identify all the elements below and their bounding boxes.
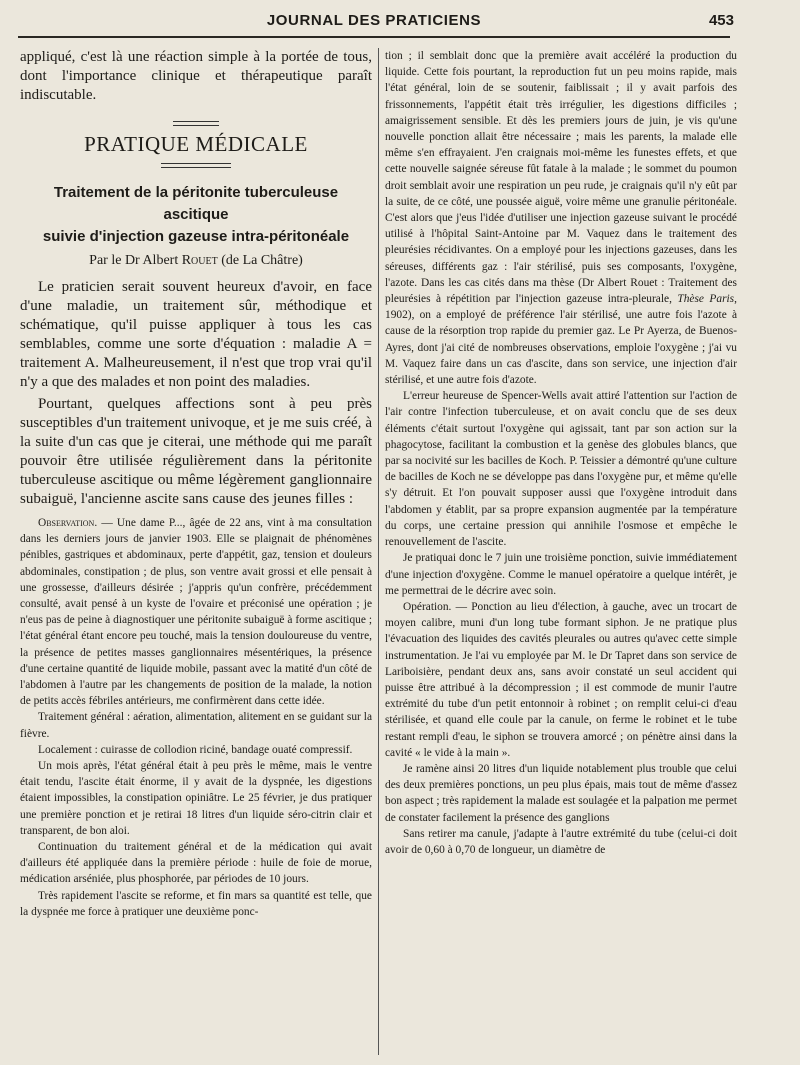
journal-title: JOURNAL DES PRATICIENS — [266, 12, 482, 29]
paragraph-intro-2: Pourtant, quelques affections sont à peu près susceptibles d'un traitement univoque, et je me suis créé, à la suite d'un cas que je citerai, une méthode qui me paraît pouvoir être utilisée régulièrement dans la péritonite tuberculeuse ascitique ou même légèrement ganglionnaire subaiguë, l'ancienne ascite sans cause des jeunes filles : — [20, 396, 372, 507]
paragraph-sans-retirer: Sans retirer ma canule, j'adapte à l'autre extrémité du tube (celui-ci doit avoir de 0,60 à 0,70 de longueur, un diamètre de — [385, 827, 737, 856]
paragraph-continuation: Continuation du traitement général et de la médication qui avait d'ailleurs été appliquée dans la première période : huile de foie de morue, médication arséniée, plus phosphorée, par périodes de 10 jours. — [20, 841, 372, 886]
byline — [20, 252, 372, 270]
article-title — [20, 182, 372, 248]
paragraph-vingt-litres: Je ramène ainsi 20 litres d'un liquide notablement plus trouble que celui des deux premières ponctions, un peu plus épais, mais tout de même d'assez bon aspect ; très rapidement la malade est soulagée et la palpation me permet de constater facilement la présence des ganglions — [385, 762, 737, 824]
byline-prefix: Par le Dr Albert — [89, 253, 179, 268]
paragraph-traitement-general: Traitement général : aération, alimentation, alitement en se guidant sur la fièvre. — [20, 711, 372, 740]
ornament-rule-top — [173, 121, 219, 126]
observation-label: Observation. — [38, 517, 98, 529]
left-column — [20, 48, 372, 1057]
paragraph-continuation-text: tion ; il semblait donc que la première avait accéléré la production du liquide. Cette fois pourtant, la reproduction fut un peu moins rapide, mais l'état général, loin de se soutenir, faiblissait ; il y avait parfois des frissonnements, l'appétit était très irrégulier, les digestions difficiles ; amaigrissement sensible. Et dès les premiers jours de juin, je vis qu'une nouvelle ponction allait être nécessaire ; mais les parents, la malade elle même s'en effrayaient. J'en craignais moi-même les funestes effets, et que cette nouvelle saignée séreuse fût fatale à la malade ; le sommet du poumon droit semblait avoir une respiration un peu rude, je craignais qu'il n'y eût par la suite, de ce côté, une poussée aiguë, voire même une granulie péritonéale. C'est alors que j'eus l'idée d'utiliser une injection gazeuse suivant le procédé utilisé à l'hôpital Saint-Antoine par M. Vaquez dans le traitement des pleurésies récidivantes. On a employé pour les injections gazeuses, dans les séreuses, différents gaz : l'air stérilisé, puis ses composants, l'oxygène, l'azote. Dans les cas cités dans ma thèse (Dr Albert Rouet : Traitement des pleurésies à répétition par l'injection gazeuse intra-pleurale, — [385, 50, 737, 306]
paragraph-localement: Localement : cuirasse de collodion riciné, bandage ouaté compressif. — [38, 743, 353, 756]
observation-paragraph — [20, 515, 372, 709]
section-title: PRATIQUE MÉDICALE — [84, 132, 308, 156]
paragraph-spencer-wells: L'erreur heureuse de Spencer-Wells avait attiré l'attention sur l'action de l'air contre l'infection tuberculeuse, et on avait conclu que de ses deux éléments c'était surtout l'oxygène qui agissait, tant par son action sur la phagocytose, facilitant la combustion et la genèse des globules blancs, que par sa nocivité sur les bacilles de Koch. P. Teissier a démontré qu'une culture de bacilles de Koch ne se développe pas dans l'oxygène pur, et même qu'elle s'y détruit. Et l'on pouvait supposer aussi que l'oxygène introduit dans l'abdomen y établit, par sa propre expansion augmentée par la température du corps, une certaine pression qui annihile l'osmose et empêche le renouvellement de l'ascite. — [385, 390, 737, 549]
paragraph-continuation-ponction — [385, 48, 737, 388]
intro-paragraph: appliqué, c'est là une réaction simple à la portée de tous, dont l'importance clinique et thérapeutique paraît indiscutable. — [20, 49, 372, 103]
byline-author-name: Rouet — [181, 253, 218, 268]
article-title-line-1: Traitement de la péritonite tuberculeuse ascitique — [53, 184, 339, 223]
observation-text: — Une dame P..., âgée de 22 ans, vint à ma consultation dans les derniers jours de janvier 1903. Elle se plaignait de phénomènes pénibles, gastriques et abdominaux, perte d'appétit, gaz, tension et douleurs abdominales, constipation ; de plus, son ventre avait grossi et elle pensait à une grossesse, d'ailleurs désirée ; j'appris qu'un confrère, précédemment consulté, avait pensé à un kyste de l'ovaire et préconisé une opération ; je n'eus pas de peine à diagnostiquer une péritonite subaiguë à forme ascitique ; l'état général étant encore peu touché, mais la tension douloureuse du ventre, la présence de petites masses ganglionnaires mésentériques, la présence d'une certaine quantité de liquide mobile, passant avec la matité d'un côté de l'abdomen à l'autre par les changements de position de la malade, la notion de petits accès fébriles antérieurs, me confirmèrent dans cette idée. — [20, 517, 372, 708]
page-header — [18, 10, 734, 38]
paragraph-un-mois-apres: Un mois après, l'état général était à peu près le même, mais le ventre était tendu, l'ascite était énorme, il y avait de la dyspnée, les digestions étaient impossibles, la constipation opiniâtre. Le 25 février, je dus pratiquer une première ponction et je retirai 18 litres d'un liquide séro-citrin clair et transparent, de bon aloi. — [20, 760, 372, 837]
paragraph-tres-rapidement: Très rapidement l'ascite se reforme, et fin mars sa quantité est telle, que la dyspnée me force à pratiquer une deuxième ponc- — [20, 889, 372, 918]
paragraph-troisieme-ponction: Je pratiquai donc le 7 juin une troisième ponction, suivie immédiatement d'une injection d'oxygène. Comme le manuel opératoire a quelque intérêt, je me permettrai de le décrire avec soin. — [385, 552, 737, 597]
paragraph-intro-1: Le praticien serait souvent heureux d'avoir, en face d'une maladie, un traitement sûr, méthodique et schématique, qu'il puisse appliquer à tous les cas semblables, comme une sorte d'équation : maladie A = traitement A. Malheureusement, il n'est que trop vrai qu'il n'y a que des malades et non point des maladies. — [20, 279, 372, 390]
right-column — [385, 48, 737, 1057]
byline-suffix: (de La Châtre) — [217, 253, 303, 268]
article-title-line-2: suivie d'injection gazeuse intra-péritonéale — [42, 228, 350, 245]
column-divider — [378, 48, 379, 1055]
page-number: 453 — [708, 12, 734, 29]
paragraph-operation: Opération. — Ponction au lieu d'élection, à gauche, avec un trocart de moyen calibre, muni d'un long tube formant siphon. Je ne pratique plus l'évacuation des liquides des cavités pleurales ou autres qu'avec cette simple instrumentation. Je l'ai vu employée par M. le Dr Tapret dans son service de Lariboisière, pendant deux ans, sans avoir constaté un seul accident qui puisse être attribué à la décompression ; il est commode de munir l'autre extrémité du tube d'un petit entonnoir à robinet ; on remplit celui-ci d'eau stérilisée, et quand elle coule par la canule, on ferme le robinet et le tube restant rempli d'eau, le siphon se trouvera amorcé ; on pénètre ainsi dans la cavité « le vide à la main ». — [385, 600, 737, 759]
ornament-rule-bottom — [161, 163, 231, 168]
paragraph-continuation-end: , 1902), on a employé de préférence l'air stérilisé, une autre fois l'azote à cause de la résorption trop rapide du premier gaz. Le Pr Ayerza, de Buenos-Ayres, dont j'ai cité de nombreuses observations, emploie l'oxygène ; j'ai vu M. Vaquez faire dans un cas d'ascite, dans son service, une injection d'air stérilisé, et une autre fois d'azote. — [385, 293, 737, 387]
section-heading — [20, 121, 372, 168]
these-paris-italic: Thèse Paris — [677, 293, 735, 306]
